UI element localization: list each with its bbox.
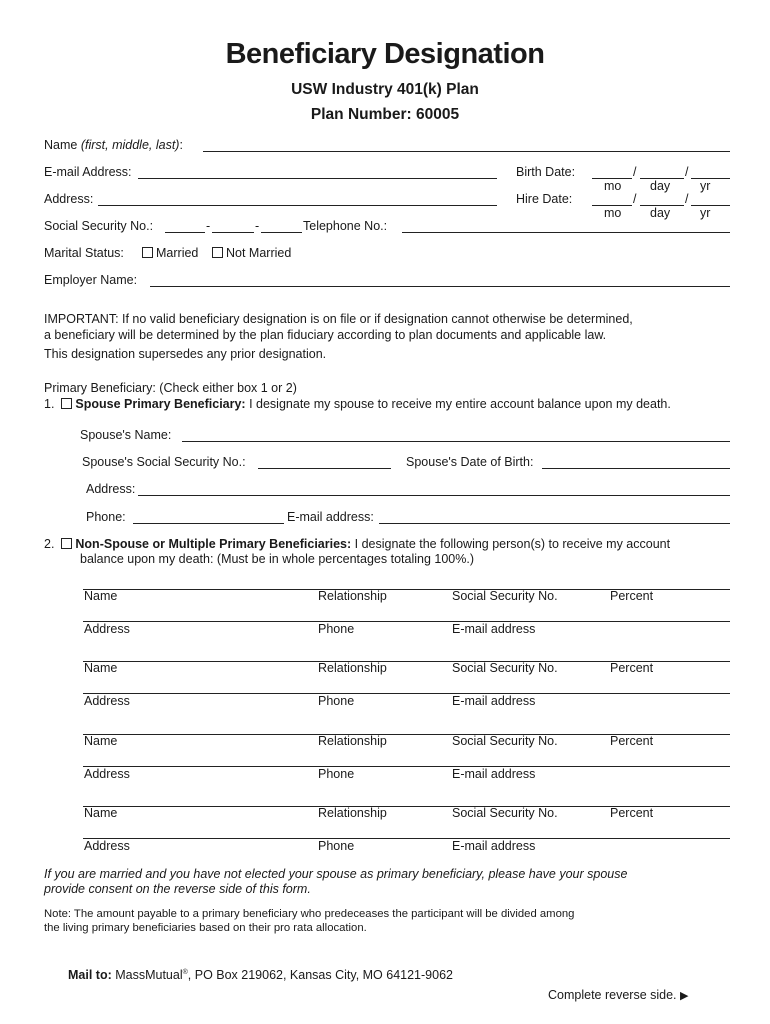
beneficiary-relationship-label: Relationship xyxy=(318,589,387,603)
option-1: 1. Spouse Primary Beneficiary: I designate my spouse to receive my entire account balance upon my death. xyxy=(44,397,671,411)
date-hint-day: day xyxy=(650,206,671,220)
beneficiary-address-label: Address xyxy=(84,622,130,636)
spouse-email-label: E-mail address: xyxy=(287,510,374,524)
date-separator: / xyxy=(633,165,637,179)
spouse-beneficiary-checkbox[interactable] xyxy=(61,398,72,409)
beneficiary-name-label: Name xyxy=(84,589,118,603)
not-married-option[interactable]: Not Married xyxy=(212,246,291,260)
ssn-part1-field[interactable] xyxy=(165,232,205,233)
address-field[interactable] xyxy=(98,205,497,206)
primary-beneficiary-heading: Primary Beneficiary: (Check either box 1 or 2) xyxy=(44,381,297,395)
email-label: E-mail Address: xyxy=(44,165,132,179)
spouse-address-field[interactable] xyxy=(138,495,730,496)
complete-reverse-side: Complete reverse side. ▶ xyxy=(548,988,689,1002)
spouse-address-label: Address: xyxy=(86,482,136,496)
address-label: Address: xyxy=(44,192,94,206)
beneficiary-email-label: E-mail address xyxy=(452,694,536,708)
right-arrow-icon: ▶ xyxy=(680,990,689,1002)
option-2: 2. Non-Spouse or Multiple Primary Beneficiaries: I designate the following person(s) to receive my account xyxy=(44,537,671,551)
date-separator: / xyxy=(633,192,637,206)
beneficiary-phone-label: Phone xyxy=(318,622,355,636)
beneficiary-relationship-label: Relationship xyxy=(318,661,387,675)
employer-label: Employer Name: xyxy=(44,273,138,287)
telephone-label: Telephone No.: xyxy=(303,219,388,233)
beneficiary-address-label: Address xyxy=(84,694,130,708)
beneficiary-phone-label: Phone xyxy=(318,694,355,708)
date-hint-yr: yr xyxy=(700,179,711,193)
spouse-phone-field[interactable] xyxy=(133,523,284,524)
beneficiary-4-row2-line[interactable] xyxy=(83,838,730,839)
spouse-dob-label: Spouse's Date of Birth: xyxy=(406,455,534,469)
predecease-note-2: the living primary beneficiaries based on their pro rata allocation. xyxy=(44,922,367,934)
date-hint-day: day xyxy=(650,179,671,193)
hire-date-label: Hire Date: xyxy=(516,192,573,206)
ssn-part2-field[interactable] xyxy=(212,232,254,233)
beneficiary-phone-label: Phone xyxy=(318,839,355,853)
beneficiary-percent-label: Percent xyxy=(610,661,654,675)
beneficiary-relationship-label: Relationship xyxy=(318,734,387,748)
spouse-phone-label: Phone: xyxy=(86,510,126,524)
beneficiary-email-label: E-mail address xyxy=(452,767,536,781)
spouse-name-field[interactable] xyxy=(182,441,730,442)
plan-name: USW Industry 401(k) Plan xyxy=(291,81,479,98)
beneficiary-percent-label: Percent xyxy=(610,589,654,603)
supersedes-notice: This designation supersedes any prior designation. xyxy=(44,347,327,361)
beneficiary-2-row2-line[interactable] xyxy=(83,693,730,694)
spouse-name-label: Spouse's Name: xyxy=(80,428,172,442)
beneficiary-name-label: Name xyxy=(84,806,118,820)
beneficiary-email-label: E-mail address xyxy=(452,839,536,853)
married-option[interactable]: Married xyxy=(142,246,198,260)
beneficiary-email-label: E-mail address xyxy=(452,622,536,636)
beneficiary-percent-label: Percent xyxy=(610,806,654,820)
important-notice-2: a beneficiary will be determined by the plan fiduciary according to plan documents and applicable law. xyxy=(44,328,607,342)
name-label: Name (first, middle, last): xyxy=(44,138,183,152)
mailing-address: Mail to: MassMutual®, PO Box 219062, Kansas City, MO 64121-9062 xyxy=(68,968,453,982)
date-hint-yr: yr xyxy=(700,206,711,220)
form-title: Beneficiary Designation xyxy=(225,38,545,70)
employer-field[interactable] xyxy=(150,286,730,287)
beneficiary-ssn-label: Social Security No. xyxy=(452,734,558,748)
email-field[interactable] xyxy=(138,178,497,179)
beneficiary-ssn-label: Social Security No. xyxy=(452,661,558,675)
ssn-separator: - xyxy=(255,219,260,233)
beneficiary-address-label: Address xyxy=(84,839,130,853)
important-notice: IMPORTANT: If no valid beneficiary designation is on file or if designation cannot otherwise be determined, xyxy=(44,312,633,326)
date-hint-mo: mo xyxy=(604,206,622,220)
beneficiary-name-label: Name xyxy=(84,734,118,748)
married-checkbox[interactable] xyxy=(142,247,153,258)
predecease-note: Note: The amount payable to a primary beneficiary who predeceases the participant will be divided among xyxy=(44,908,575,920)
non-spouse-beneficiary-checkbox[interactable] xyxy=(61,538,72,549)
plan-number: Plan Number: 60005 xyxy=(310,106,460,123)
beneficiary-ssn-label: Social Security No. xyxy=(452,589,558,603)
not-married-checkbox[interactable] xyxy=(212,247,223,258)
beneficiary-ssn-label: Social Security No. xyxy=(452,806,558,820)
spouse-ssn-label: Spouse's Social Security No.: xyxy=(82,455,246,469)
date-hint-mo: mo xyxy=(604,179,622,193)
spouse-ssn-field[interactable] xyxy=(258,468,391,469)
beneficiary-1-row2-line[interactable] xyxy=(83,621,730,622)
name-field[interactable] xyxy=(203,151,730,152)
beneficiary-name-label: Name xyxy=(84,661,118,675)
ssn-separator: - xyxy=(206,219,211,233)
date-separator: / xyxy=(685,165,689,179)
beneficiary-relationship-label: Relationship xyxy=(318,806,387,820)
date-separator: / xyxy=(685,192,689,206)
ssn-part3-field[interactable] xyxy=(261,232,302,233)
birth-year-field[interactable] xyxy=(691,178,730,179)
hire-year-field[interactable] xyxy=(691,205,730,206)
spouse-consent-notice: If you are married and you have not elected your spouse as primary beneficiary, please have your spouse xyxy=(44,867,628,881)
ssn-label: Social Security No.: xyxy=(44,219,154,233)
spouse-dob-field[interactable] xyxy=(542,468,730,469)
beneficiary-3-row2-line[interactable] xyxy=(83,766,730,767)
option-2-continued: balance upon my death: (Must be in whole percentages totaling 100%.) xyxy=(80,552,474,566)
beneficiary-address-label: Address xyxy=(84,767,130,781)
telephone-field[interactable] xyxy=(402,232,730,233)
beneficiary-percent-label: Percent xyxy=(610,734,654,748)
marital-status-label: Marital Status: xyxy=(44,246,124,260)
birth-date-label: Birth Date: xyxy=(516,165,576,179)
spouse-consent-notice-2: provide consent on the reverse side of this form. xyxy=(44,882,311,896)
beneficiary-phone-label: Phone xyxy=(318,767,355,781)
spouse-email-field[interactable] xyxy=(379,523,730,524)
